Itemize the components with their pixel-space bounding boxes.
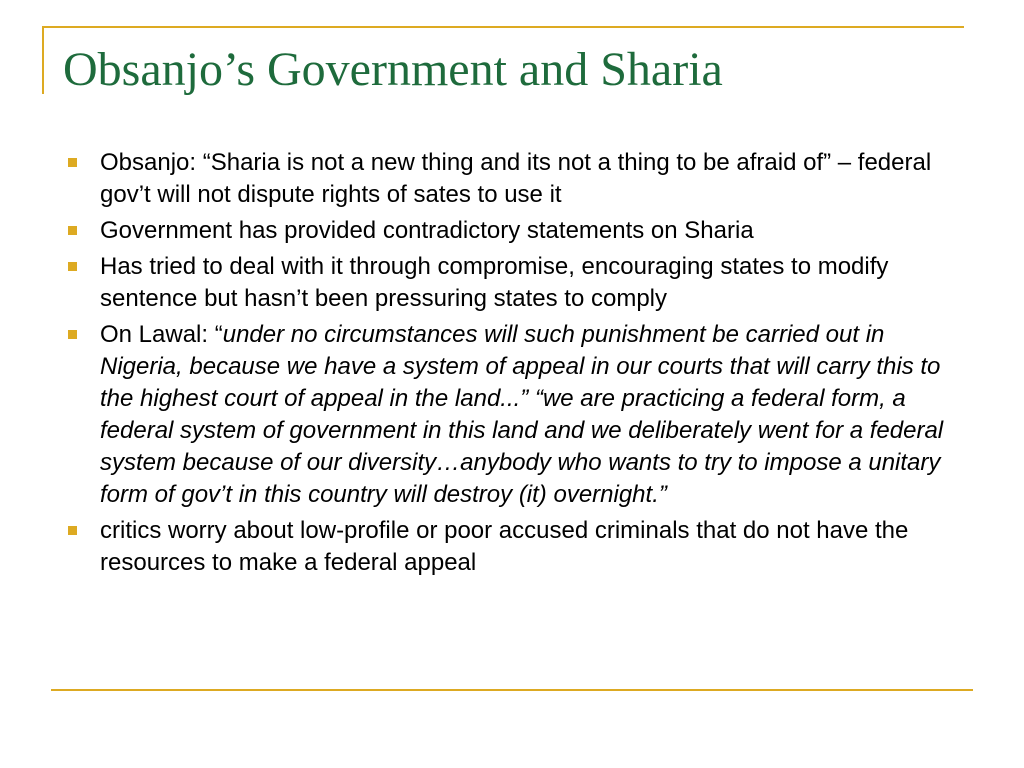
bottom-border-line xyxy=(51,689,973,691)
bullet-item-compromise xyxy=(64,251,964,315)
left-border-line xyxy=(42,26,44,94)
bullet-item-obasanjo-quote xyxy=(64,147,964,211)
bullet-item-critics xyxy=(64,515,964,579)
bullet-text: Has tried to deal with it through compromise, encouraging states to modify sentence but hasn’t been pressuring states to comply xyxy=(100,253,889,312)
bullet-italic-quote: under no circumstances will such punishment be carried out in Nigeria, because we have a system of appeal in our courts that will carry this to the highest court of appeal in the land...” “we are practicing a federal form, a federal system of government in this land and we deliberately went for a federal system because of our diversity…anybody who wants to try to impose a unitary form of gov’t in this country will destroy (it) overnight.” xyxy=(100,321,944,508)
square-bullet-icon xyxy=(68,526,77,535)
bullet-text: critics worry about low-profile or poor accused criminals that do not have the resources to make a federal appeal xyxy=(100,517,909,576)
bullet-item-lawal-quote xyxy=(64,319,964,511)
bullet-prefix: On Lawal: “ xyxy=(100,321,223,348)
square-bullet-icon xyxy=(68,158,77,167)
bullet-item-contradictory-statements xyxy=(64,215,964,247)
bullet-list xyxy=(64,147,964,583)
square-bullet-icon xyxy=(68,330,77,339)
top-border-line xyxy=(42,26,964,28)
bullet-text: Obsanjo: “Sharia is not a new thing and its not a thing to be afraid of” – federal gov’t will not dispute rights of sates to use it xyxy=(100,149,932,208)
square-bullet-icon xyxy=(68,262,77,271)
square-bullet-icon xyxy=(68,226,77,235)
bullet-text: Government has provided contradictory statements on Sharia xyxy=(100,217,754,244)
slide-title: Obsanjo’s Government and Sharia xyxy=(63,43,723,96)
